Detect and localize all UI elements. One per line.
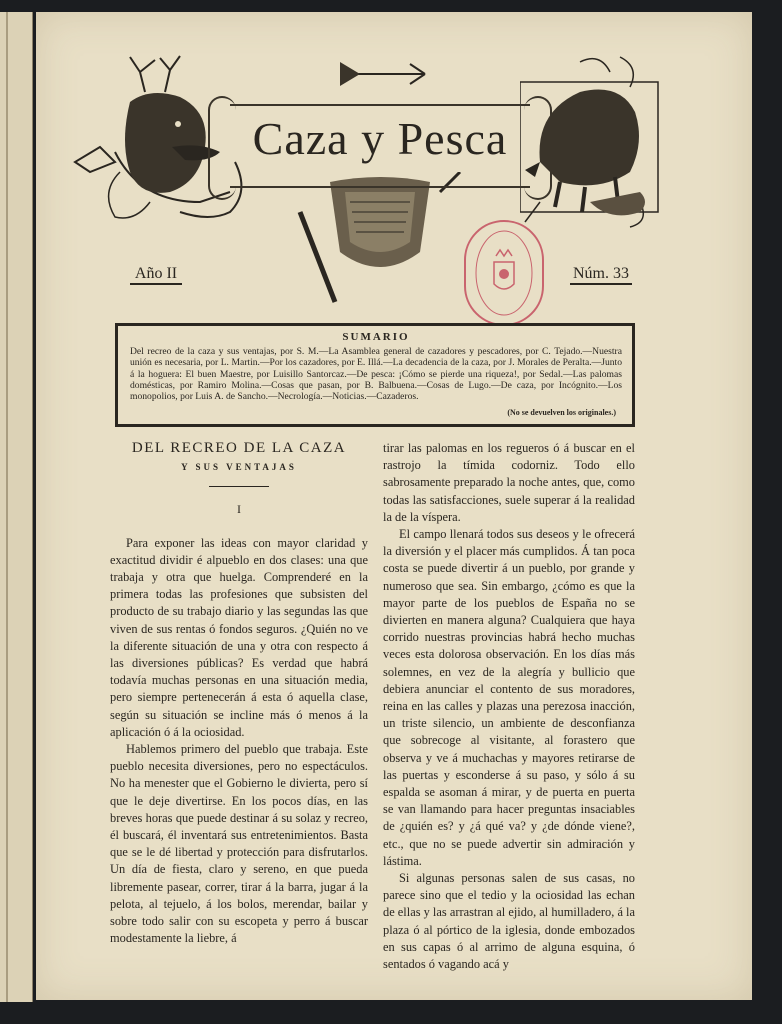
summary-heading: SUMARIO (342, 331, 410, 343)
stamp-emblem (466, 222, 542, 324)
paragraph: Para exponer las ideas con mayor claridad y exactitud dividir é alpueblo en dos clases: una que trabaja y otra que huelga. Comprenderé en la primera todas las profesiones que subsisten del producto de su trabajo diario y las segundas las que viven de sus rentas ó fondos seguros. ¿Quién no ve la diferente situación de una y otra con respecto á las diversiones públicas? Es verdad que habrá todavía muchas personas en una situación media, pero siempre pertenecerán á esta ó aquella clase, según su situación se incline más ó menos á la aplicación ó á la ociosidad. (110, 535, 368, 739)
scan-background (0, 1002, 782, 1024)
paragraph: Hablemos primero del pueblo que trabaja. Este pueblo necesita diversiones, pero no espectáculos. No ha menester que el Gobierno le divierta, pero sí que le deje divertirse. En los pocos días, en las breves horas que puede destinar á su solaz y recreo, él buscará, él inventará sus entretenimientos. Basta que se le dé libertad y protección para disfrutarlos. Un día de fiesta, claro y sereno, en que pueda libremente pasear, correr, tirar á la barra, jugar á la pelota, al tejuelo, á los bolos, merendar, bailar y sobre todo salir con su escopeta y perro á buscar modestamente la liebre, á (110, 742, 368, 946)
summary-text: Del recreo de la caza y sus ventajas, por S. M.—La Asamblea general de cazadores y pescadores, por C. Tejado.—Nuestra unión es necesaria, por L. Martin.—Por los cazadores, por E. Illá.—La decadencia de la caza, por J. Morales de Peralta.—Junto á la hoguera: El buen Maestre, por Luisillo Santorcaz.—De pesca: ¡Cómo se pierde una riqueza!, por Sedal.—Las palomas domésticas, por Ramiro Molina.—Cosas que pasan, por B. Balbuena.—Cosas de Lugo.—De caza, por Incógnito.—Los monopolios, por Luis A. de Sancho.—Necrología.—Noticias.—Cazaderos. (130, 346, 622, 403)
article-subtitle: Y SUS VENTAJAS (181, 462, 297, 473)
article-title: DEL RECREO DE LA CAZA (131, 440, 347, 456)
right-column (383, 440, 635, 973)
newspaper-title: Caza y Pesca (252, 113, 508, 164)
paragraph: tirar las palomas en los regueros ó á buscar en el rastrojo la tímida codorniz. Todo ello sabrosamente preparado la noche antes, que, como todas las satisfacciones, suele superar á la realidad la de la víspera. (383, 441, 635, 524)
paragraph: El campo llenará todos sus deseos y le ofrecerá la diversión y el placer más cumplidos. Á tan poca costa se puede divertir á un pueblo, por grande y numeroso que sea. Sin embargo, ¿cómo es que la mayor parte de los pueblos de España no se divierten en manera alguna? Cualquiera que haya corrido nuestras provincias habrá hecho muchas veces esta dolorosa observación. En los días más solemnes, en vez de la alegría y bullicio que debiera anunciar el contento de sus moradores, reina en las calles y plazas una perezosa inacción, un triste silencio, un ambiente de desconfianza que sobrecoge al visitante, al forastero que observa y ve á muchachas y mayores retirarse de las puertas y esconderse á su paso, y sólo á su espalda se asoman á mirar, y de puerta en puerta se van llamando para hacer preguntas insaciables de ¿quién es? y ¿á qué va? y ¿de dónde viene?, etc., que no se puede advertir sin admiración y lástima. (383, 527, 635, 868)
arrow-ornament (335, 54, 435, 94)
previous-page-edge (0, 12, 33, 1002)
library-stamp (464, 220, 544, 326)
summary-box (115, 323, 635, 427)
title-divider (209, 486, 269, 487)
paragraph: Si algunas personas salen de sus casas, no parece sino que el tedio y la ociosidad las echan de ellas y las arrastran al ejido, al humilladero, á la plaza ó al pórtico de la iglesia, donde embozados en sus capas ó al arrimo de alguna esquina, ó sentados ó vagando acá y (383, 871, 635, 972)
summary-note: (No se devuelven los originales.) (507, 407, 616, 417)
issue-number: Núm. 33 (570, 265, 632, 285)
section-number: I (237, 502, 241, 517)
game-bag-illustration (290, 172, 470, 312)
year-label: Año II (130, 265, 182, 285)
left-column (110, 436, 368, 947)
